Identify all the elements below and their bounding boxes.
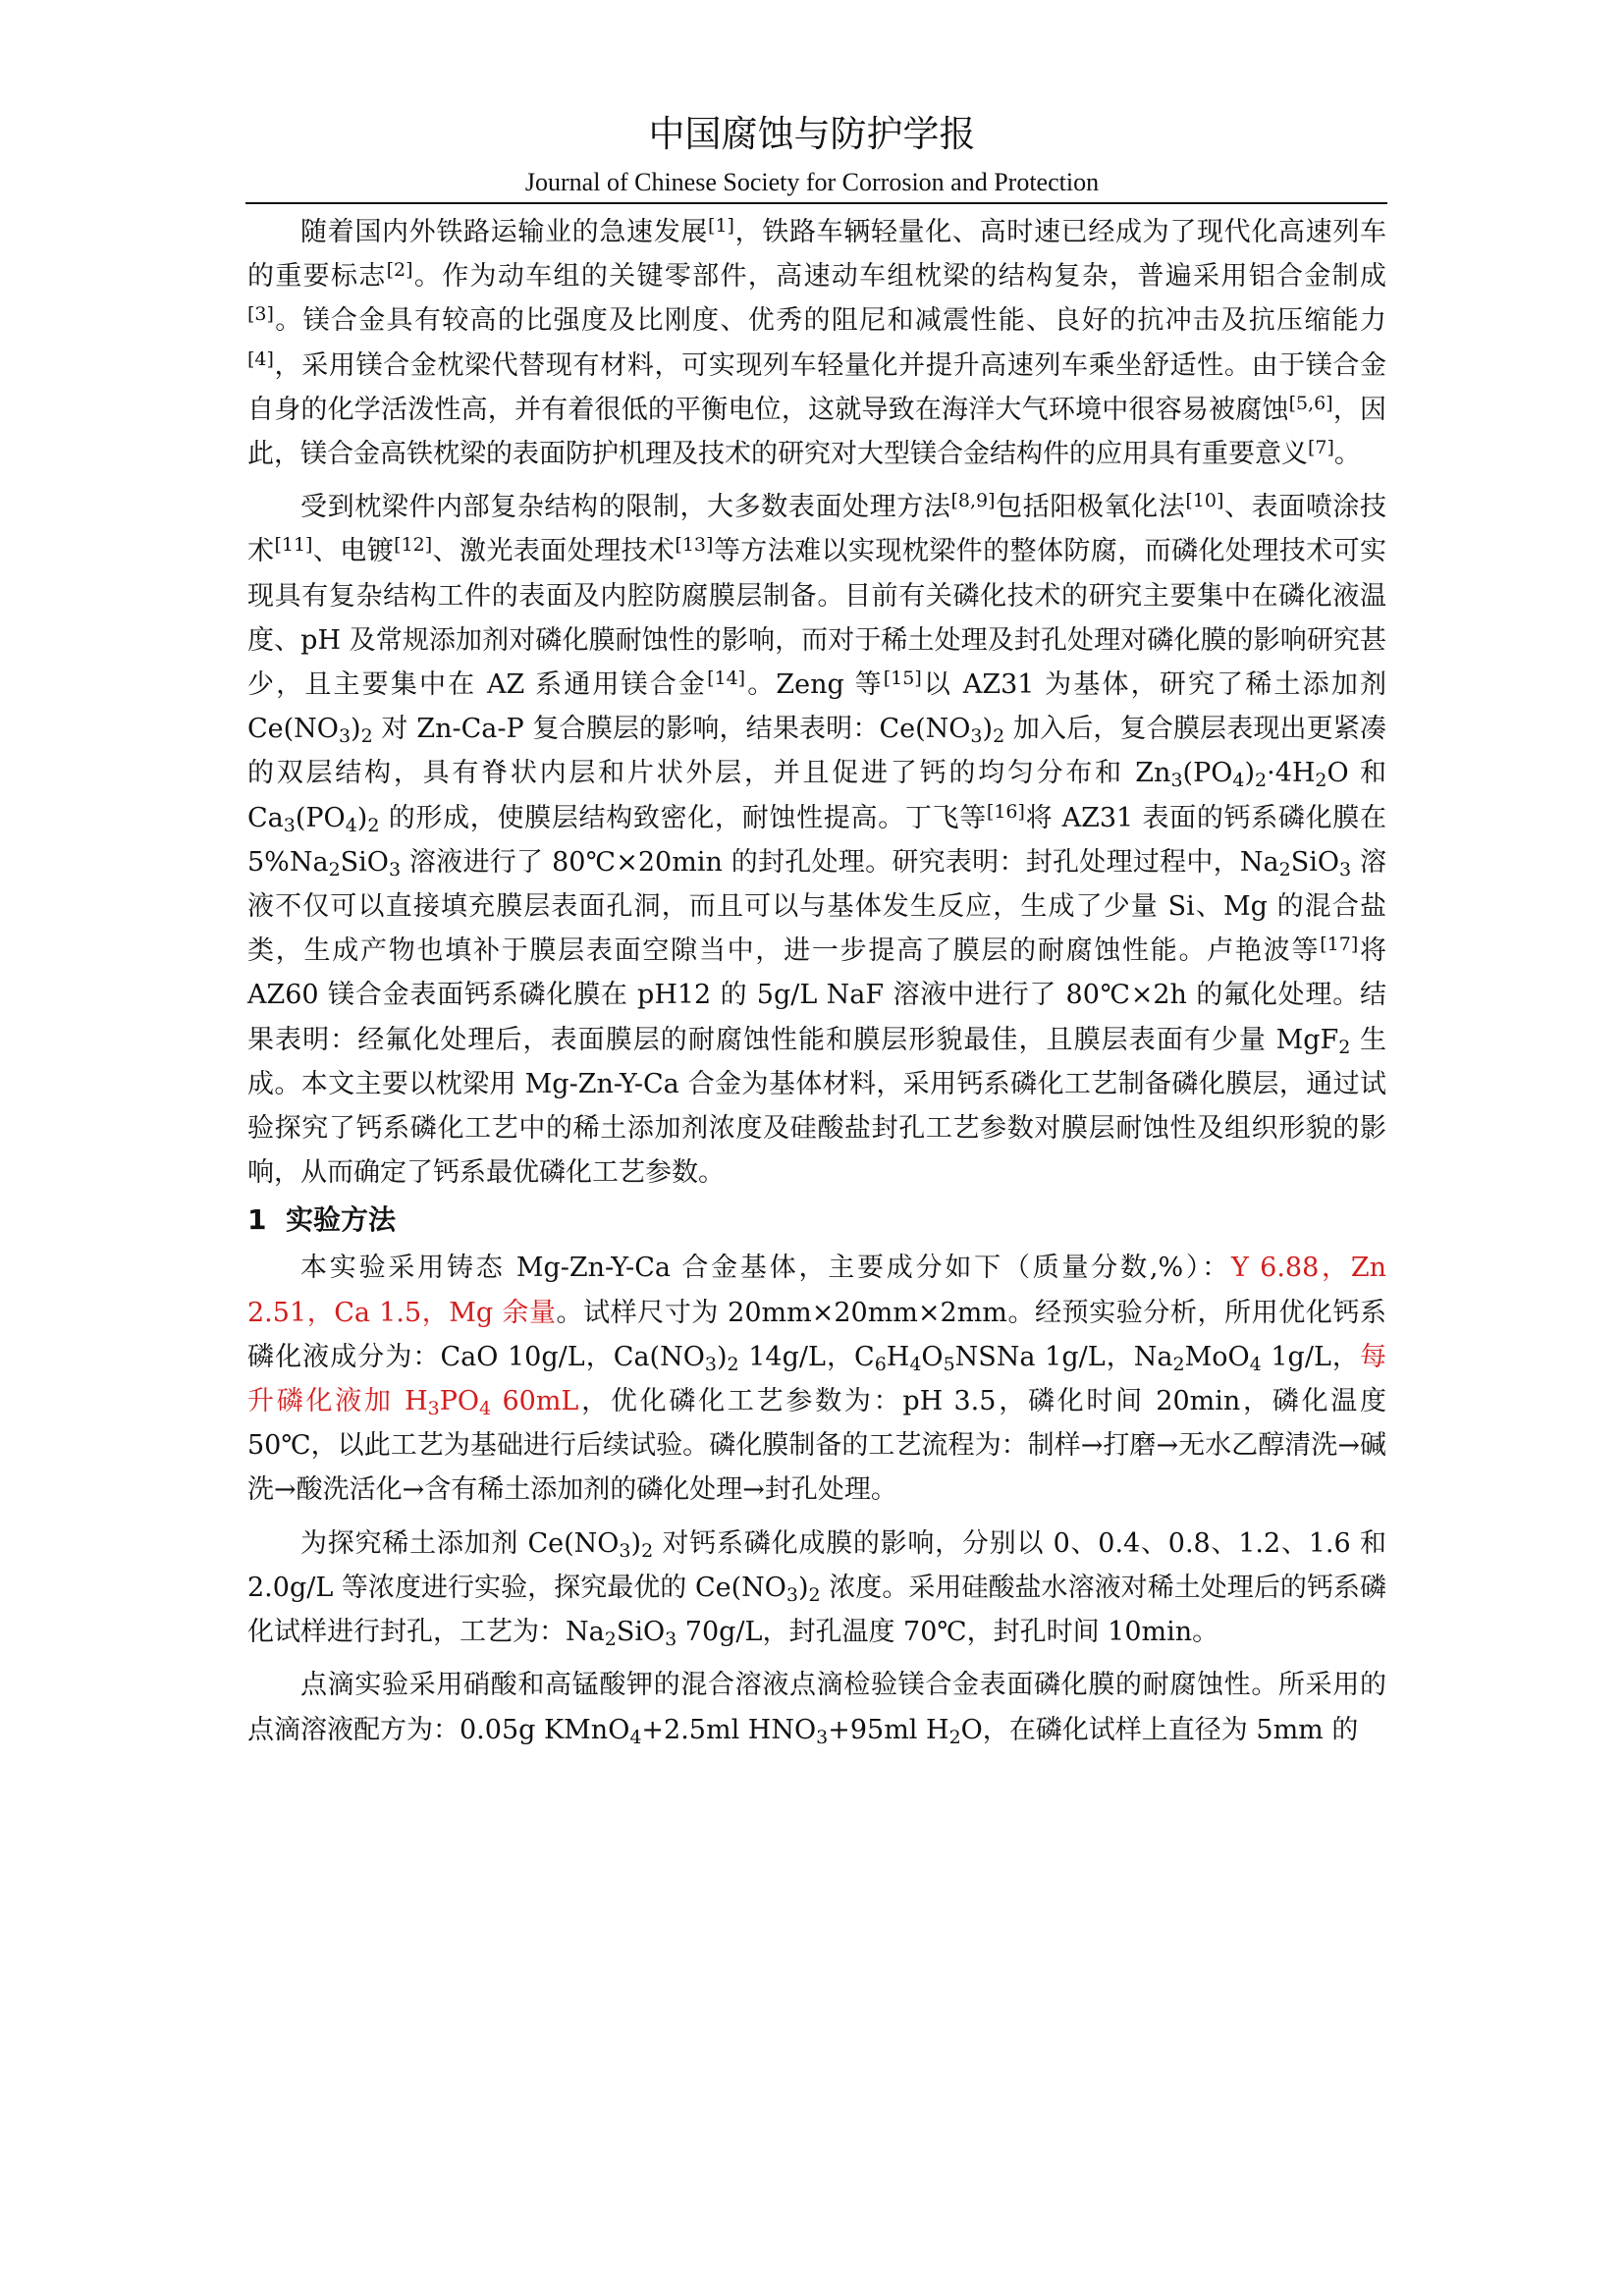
article-body <box>247 210 1386 1761</box>
paragraph-method-rare-earth <box>247 1522 1386 1655</box>
citation: [3] <box>247 303 274 326</box>
text-run: 。试样尺寸为 20mm×20mm×2mm。经预实验分析，所用优化钙系磷化液成分为：CaO 10g/L，Ca(NO <box>247 1297 1386 1372</box>
text-run: ，采用镁合金枕梁代替现有材料，可实现列车轻量化并提升高速列车乘坐舒适性。由于镁合金自身的化学活泼性高，并有着很低的平衡电位，这就导致在海洋大气环境中很容易被腐蚀 <box>247 349 1386 425</box>
subscript: 4 <box>1232 770 1245 792</box>
text-run: 1g/L， <box>1261 1341 1360 1372</box>
text-run: ，优化磷化工艺参数为：pH 3.5，磷化时间 20min，磷化温度 50℃，以此工艺为基础进行后续试验。磷化膜制备的工艺流程为：制样→打磨→无水乙醇清洗→碱洗→酸洗活化→含有稀土添加剂的磷化处理→封孔处理。 <box>247 1386 1386 1506</box>
text-run: 14g/L，C <box>738 1341 875 1372</box>
text-run: 包括阳极氧化法 <box>995 492 1186 523</box>
text-run: 点滴实验采用硝酸和高锰酸钾的混合溶液点滴检验镁合金表面磷化膜的耐腐蚀性。所采用的点滴溶液配方为：0.05g KMnO <box>247 1670 1386 1745</box>
subscript: 3 <box>388 858 402 881</box>
subscript: 2 <box>1315 770 1327 792</box>
text-run: ) <box>982 714 994 745</box>
text-run: 。镁合金具有较高的比强度及比刚度、优秀的阻尼和减震性能、良好的抗冲击及抗压缩能力 <box>273 305 1386 337</box>
text-run: 受到枕梁件内部复杂结构的限制，大多数表面处理方法 <box>300 492 951 523</box>
subscript: 4 <box>909 1353 922 1375</box>
text-run: (PO <box>1182 758 1233 789</box>
subscript: 3 <box>283 814 296 836</box>
citation: [10] <box>1185 490 1224 512</box>
text-run: ，铁路车辆轻量化、高时速已经成为了现代化高速列车的重要标志 <box>247 217 1387 293</box>
subscript: 3 <box>665 1629 677 1651</box>
citation: [4] <box>247 347 274 370</box>
highlighted-composition: Y 6.88，Zn 2.51，Ca 1.5，Mg 余量 <box>247 1253 1386 1328</box>
journal-title-chinese: 中国腐蚀与防护学报 <box>648 113 976 155</box>
text-run: 对钙系磷化成膜的影响，分别以 0、0.4、0.8、1.2、1.6 和 2.0g/L 等浓度进行实验，探究最优的 Ce(NO <box>247 1527 1387 1603</box>
citation: [5,6] <box>1288 392 1333 414</box>
subscript: 4 <box>479 1398 492 1420</box>
citation: [1] <box>708 215 734 237</box>
text-run: 的形成，使膜层结构致密化，耐蚀性提高。丁飞等 <box>379 802 987 833</box>
text-run: 。作为动车组的关键零部件，高速动车组枕梁的结构复杂，普遍采用铝合金制成 <box>412 261 1387 293</box>
text-run: 将 AZ60 镁合金表面钙系磷化膜在 pH12 的 5g/L NaF 溶液中进行了 80℃×2h 的氟化处理。结果表明：经氟化处理后，表面膜层的耐腐蚀性能和膜层形貌最佳，且膜层表面有少量 MgF <box>247 935 1387 1055</box>
text-run: 为探究稀土添加剂 Ce(NO <box>300 1527 620 1559</box>
text-run: 生成。本文主要以枕梁用 Mg-Zn-Y-Ca 合金为基体材料，采用钙系磷化工艺制备磷化膜层，通过试验探究了钙系磷化工艺中的稀土添加剂浓度及硅酸盐封孔工艺参数对膜层耐蚀性及组织形貌的影响，从而确定了钙系最优磷化工艺参数。 <box>247 1024 1386 1189</box>
section-heading <box>247 1199 1386 1242</box>
text-run: 等方法难以实现枕梁件的整体防腐，而磷化处理技术可实现具有复杂结构工件的表面及内腔防腐膜层制备。目前有关磷化技术的研究主要集中在磷化液温度、pH 及常规添加剂对磷化膜耐蚀性的影响，而对于稀土处理及封孔处理对磷化膜的影响研究甚少，且主要集中在 AZ 系通用镁合金 <box>247 536 1387 701</box>
subscript: 2 <box>641 1539 654 1562</box>
text-run: PO <box>439 1386 480 1417</box>
paragraph-introduction-1 <box>247 210 1386 476</box>
text-run: 溶液不仅可以直接填充膜层表面孔洞，而且可以与基体发生反应，生成了少量 Si、Mg 的混合盐类，生成产物也填补于膜层表面空隙当中，进一步提高了膜层的耐腐蚀性能。卢艳波等 <box>247 846 1386 967</box>
subscript: 6 <box>874 1353 887 1375</box>
text-run: ) <box>1244 758 1256 789</box>
text-run: H <box>886 1341 910 1372</box>
text-run: 以 AZ31 为基体，研究了稀土添加剂 Ce(NO <box>247 669 1386 745</box>
text-run: (PO <box>295 802 346 833</box>
paragraph-method-materials <box>247 1246 1386 1512</box>
subscript: 2 <box>367 814 380 836</box>
text-run: 每升磷化液加 H <box>247 1341 1386 1417</box>
citation: [12] <box>394 534 433 557</box>
text-run: SiO <box>616 1617 666 1648</box>
text-run: SiO <box>340 846 389 878</box>
section-title: 实验方法 <box>285 1203 396 1237</box>
subscript: 3 <box>785 1583 798 1606</box>
subscript: 2 <box>727 1353 739 1375</box>
subscript: 3 <box>816 1726 829 1748</box>
text-run: MoO <box>1184 1341 1250 1372</box>
text-run: 将 AZ31 表面的钙系磷化膜在 5%Na <box>247 802 1386 878</box>
journal-title-english: Journal of Chinese Society for Corrosion and Protection <box>524 168 1100 196</box>
subscript: 2 <box>993 725 1005 748</box>
subscript: 3 <box>427 1398 440 1420</box>
subscript: 3 <box>338 725 352 748</box>
text-run: +2.5ml HNO <box>641 1714 817 1745</box>
citation: [14] <box>707 667 746 690</box>
text-run: 溶液进行了 80℃×20min 的封孔处理。研究表明：封孔处理过程中，Na <box>401 846 1279 878</box>
subscript: 2 <box>808 1583 821 1606</box>
text-run: 加入后，复合膜层表现出更紧凑的双层结构，具有脊状内层和片状外层，并且促进了钙的均匀分布和 Zn <box>247 714 1386 789</box>
citation: [11] <box>274 534 313 557</box>
text-run: NSNa 1g/L，Na <box>954 1341 1173 1372</box>
subscript: 2 <box>1172 1353 1185 1375</box>
paragraph-introduction-2 <box>247 485 1386 1195</box>
subscript: 3 <box>704 1353 717 1375</box>
text-run: 浓度。采用硅酸盐水溶液对稀土处理后的钙系磷化试样进行封孔，工艺为：Na <box>247 1572 1386 1648</box>
subscript: 2 <box>1278 858 1291 881</box>
text-run: 、电镀 <box>312 536 395 567</box>
subscript: 4 <box>1249 1353 1262 1375</box>
text-run: ·4H <box>1267 758 1316 789</box>
subscript: 2 <box>328 858 341 881</box>
subscript: 2 <box>360 725 373 748</box>
text-run: ) <box>798 1572 809 1603</box>
text-run: 、激光表面处理技术 <box>432 536 676 567</box>
paragraph-method-drop-test <box>247 1663 1386 1751</box>
citation: [2] <box>386 259 413 282</box>
citation: [13] <box>675 534 714 557</box>
text-run: 、表面喷涂技术 <box>247 492 1387 567</box>
text-run: ) <box>356 802 368 833</box>
text-run: 70g/L，封孔温度 70℃，封孔时间 10min。 <box>677 1617 1219 1648</box>
citation: [16] <box>986 800 1025 823</box>
subscript: 2 <box>604 1629 617 1651</box>
citation: [15] <box>883 667 922 690</box>
subscript: 4 <box>345 814 357 836</box>
subscript: 2 <box>948 1726 961 1748</box>
subscript: 2 <box>1338 1036 1351 1058</box>
text-run: ) <box>630 1527 642 1559</box>
text-run: 60mL <box>491 1386 579 1417</box>
subscript: 2 <box>1255 770 1268 792</box>
header-rule <box>245 202 1387 204</box>
text-run: ，因此，镁合金高铁枕梁的表面防护机理及技术的研究对大型镁合金结构件的应用具有重要意义 <box>247 394 1387 470</box>
subscript: 3 <box>970 725 983 748</box>
text-run: O 和 Ca <box>247 758 1386 833</box>
text-run: O <box>921 1341 944 1372</box>
text-run: ) <box>716 1341 728 1372</box>
text-run: ) <box>351 714 361 745</box>
subscript: 4 <box>629 1726 642 1748</box>
text-run: 。Zeng 等 <box>745 669 884 701</box>
citation: [17] <box>1320 934 1359 956</box>
text-run: 随着国内外铁路运输业的急速发展 <box>300 217 709 247</box>
text-run: SiO <box>1290 846 1340 878</box>
subscript: 5 <box>943 1353 955 1375</box>
subscript: 3 <box>1339 858 1352 881</box>
section-number: 1 <box>247 1203 267 1237</box>
text-run: 。 <box>1333 439 1361 470</box>
citation: [8,9] <box>950 490 996 512</box>
subscript: 3 <box>619 1539 631 1562</box>
text-run: O，在磷化试样上直径为 5mm 的 <box>960 1714 1359 1745</box>
text-run: +95ml H <box>828 1714 949 1745</box>
citation: [7] <box>1308 437 1334 459</box>
subscript: 3 <box>1170 770 1183 792</box>
text-run: 对 Zn-Ca-P 复合膜层的影响，结果表明：Ce(NO <box>372 714 971 745</box>
text-run: 本实验采用铸态 Mg-Zn-Y-Ca 合金基体，主要成分如下（质量分数,%）： <box>300 1253 1231 1284</box>
